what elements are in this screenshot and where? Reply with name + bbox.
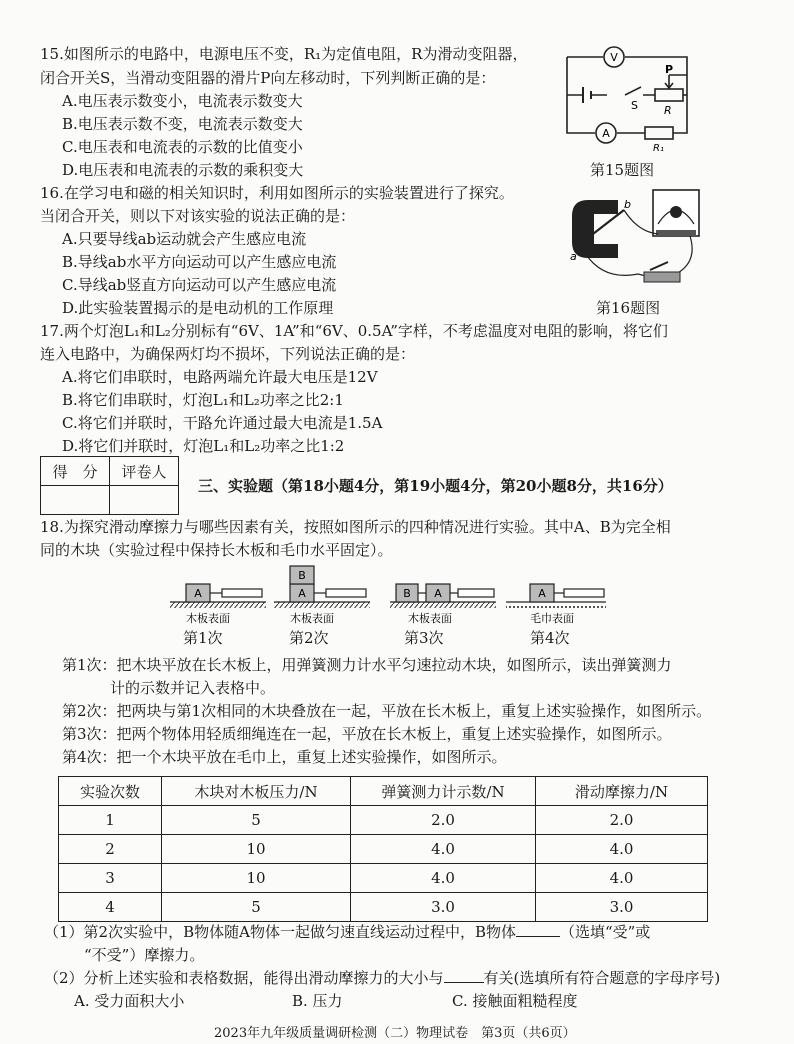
switch-label: S: [631, 99, 638, 112]
table-row: [59, 835, 708, 864]
table-header: 木块对木板压力/N: [162, 777, 351, 806]
score-box: [40, 456, 179, 515]
fig1-block-a: A: [194, 587, 202, 600]
section3-title: 三、实验题（第18小题4分，第19小题4分，第20小题8分，共16分）: [198, 477, 673, 495]
q18-stem-line1: 18.为探究滑动摩擦力与哪些因素有关，按照如图所示的四种情况进行实验。其中A、B为完全相: [40, 518, 671, 536]
q15-figure-caption: 第15题图: [590, 161, 655, 179]
q18-step1-line2: 计的示数并记入表格中。: [110, 679, 276, 697]
table-cell: 4.0: [536, 835, 708, 864]
fig4-label: 第4次: [530, 629, 570, 647]
q17-option-d: D.将它们并联时，灯泡L₁和L₂功率之比1:2: [62, 437, 345, 455]
table-cell: 3: [59, 864, 162, 893]
fig4-block-a: A: [538, 587, 546, 600]
fig2-block-b: B: [298, 569, 306, 582]
q18-stem-line2: 同的木块（实验过程中保持长木板和毛巾水平固定）。: [40, 541, 393, 559]
slider-p-label: P: [665, 63, 674, 76]
q17-stem-line2: 连入电路中，为确保两灯均不损坏，下列说法正确的是：: [40, 345, 416, 363]
fig2-label: 第2次: [289, 629, 329, 647]
q18-step4: 第4次：把一个木块平放在毛巾上，重复上述实验操作，如图所示。: [62, 748, 507, 766]
table-cell: 10: [162, 835, 351, 864]
table-cell: 5: [162, 806, 351, 835]
ammeter-label: A: [602, 127, 610, 140]
q17-option-a: A.将它们串联时，电路两端允许最大电压是12V: [62, 368, 378, 386]
q15-stem-line1: 15.如图所示的电路中，电源电压不变，R₁为定值电阻，R为滑动变阻器，: [40, 45, 528, 63]
r1-label: R₁: [653, 143, 664, 154]
q15-option-c: C.电压表和电流表的示数的比值变小: [62, 138, 303, 156]
q18-experiment-figures: [168, 562, 608, 626]
table-row: [59, 864, 708, 893]
q16-option-d: D.此实验装置揭示的是电动机的工作原理: [62, 299, 334, 317]
q17-option-c: C.将它们并联时，干路允许通过最大电流是1.5A: [62, 414, 383, 432]
q18-sub2-line: [44, 968, 720, 988]
q17-stem-line1: 17.两个灯泡L₁和L₂分别标有“6V、1A”和“6V、0.5A”字样，不考虑温度对电阻的影响，将它们: [40, 322, 668, 340]
grader-cell[interactable]: [110, 486, 179, 515]
q16-stem-line1: 16.在学习电和磁的相关知识时，利用如图所示的实验装置进行了探究。: [40, 184, 514, 202]
table-cell: 4.0: [536, 864, 708, 893]
q15-option-d: D.电压表和电流表的示数的乘积变大: [62, 161, 304, 179]
q15-stem-line2: 闭合开关S，当滑动变阻器的滑片P向左移动时，下列判断正确的是：: [40, 69, 496, 87]
table-row: [59, 806, 708, 835]
q18-choice-b: B. 压力: [292, 992, 343, 1010]
wire-end-b-label: b: [624, 198, 631, 211]
q18-step1-line1: 第1次：把木块平放在长木板上，用弹簧测力计水平匀速拉动木块，如图所示，读出弹簧测力: [62, 656, 672, 674]
fig3-block-a: A: [434, 587, 442, 600]
q18-sub1-line1: [44, 922, 650, 942]
grader-header: 评卷人: [110, 457, 179, 486]
q16-stem-line2: 当闭合开关，则以下对该实验的说法正确的是：: [40, 207, 356, 225]
q16-option-a: A.只要导线ab运动就会产生感应电流: [62, 230, 307, 248]
table-header-row: [59, 777, 708, 806]
table-header: 弹簧测力计示数/N: [351, 777, 536, 806]
q16-apparatus-diagram: [558, 182, 708, 294]
table-cell: 4.0: [351, 864, 536, 893]
table-cell: 10: [162, 864, 351, 893]
voltmeter-label: V: [610, 51, 618, 64]
q18-sub1-blank[interactable]: [516, 922, 560, 937]
fig3-surface: 木板表面: [408, 612, 452, 625]
table-header: 实验次数: [59, 777, 162, 806]
q18-data-table: [58, 776, 708, 922]
q18-sub2-text-a: （2）分析上述实验和表格数据，能得出滑动摩擦力的大小与: [44, 969, 444, 987]
q18-step2: 第2次：把两块与第1次相同的木块叠放在一起，平放在长木板上，重复上述实验操作，如图所示。: [62, 702, 712, 720]
q18-choice-a: A. 受力面积大小: [74, 992, 185, 1010]
q17-option-b: B.将它们串联时，灯泡L₁和L₂功率之比2:1: [62, 391, 344, 409]
rheostat-label: R: [664, 104, 672, 117]
q18-sub1-line2: “不受”）摩擦力。: [84, 946, 205, 964]
fig2-surface: 木板表面: [290, 612, 334, 625]
q15-option-a: A.电压表示数变小，电流表示数变大: [62, 92, 303, 110]
q15-option-b: B.电压表示数不变，电流表示数变大: [62, 115, 303, 133]
q18-sub2-text-b: 有关(选填所有符合题意的字母序号): [483, 969, 721, 987]
wire-end-a-label: a: [570, 250, 577, 263]
table-cell: 4.0: [351, 835, 536, 864]
table-row: [59, 893, 708, 922]
table-cell: 2.0: [536, 806, 708, 835]
table-cell: 3.0: [351, 893, 536, 922]
q18-sub1-text-b: （选填“受”或: [559, 923, 651, 941]
q16-option-b: B.导线ab水平方向运动可以产生感应电流: [62, 253, 337, 271]
table-cell: 5: [162, 893, 351, 922]
table-header: 滑动摩擦力/N: [536, 777, 708, 806]
table-cell: 3.0: [536, 893, 708, 922]
table-cell: 1: [59, 806, 162, 835]
q15-circuit-diagram: [555, 45, 705, 154]
page-footer: 2023年九年级质量调研检测（二）物理试卷 第3页（共6页）: [214, 1026, 576, 1041]
q16-figure-caption: 第16题图: [596, 299, 661, 317]
score-header: 得 分: [41, 457, 110, 486]
fig3-label: 第3次: [404, 629, 444, 647]
table-cell: 2: [59, 835, 162, 864]
table-cell: 2.0: [351, 806, 536, 835]
q18-step3: 第3次：把两个物体用轻质细绳连在一起，平放在长木板上，重复上述实验操作，如图所示。: [62, 725, 672, 743]
fig2-block-a: A: [298, 587, 306, 600]
q16-option-c: C.导线ab竖直方向运动可以产生感应电流: [62, 276, 337, 294]
fig1-surface: 木板表面: [186, 612, 230, 625]
fig1-label: 第1次: [183, 629, 223, 647]
fig4-surface: 毛巾表面: [530, 612, 574, 625]
fig3-block-b: B: [403, 587, 411, 600]
score-cell[interactable]: [41, 486, 110, 515]
q18-choice-c: C. 接触面粗糙程度: [452, 992, 578, 1010]
table-cell: 4: [59, 893, 162, 922]
q18-sub1-text-a: （1）第2次实验中，B物体随A物体一起做匀速直线运动过程中，B物体: [44, 923, 516, 941]
q18-sub2-blank[interactable]: [444, 968, 484, 983]
